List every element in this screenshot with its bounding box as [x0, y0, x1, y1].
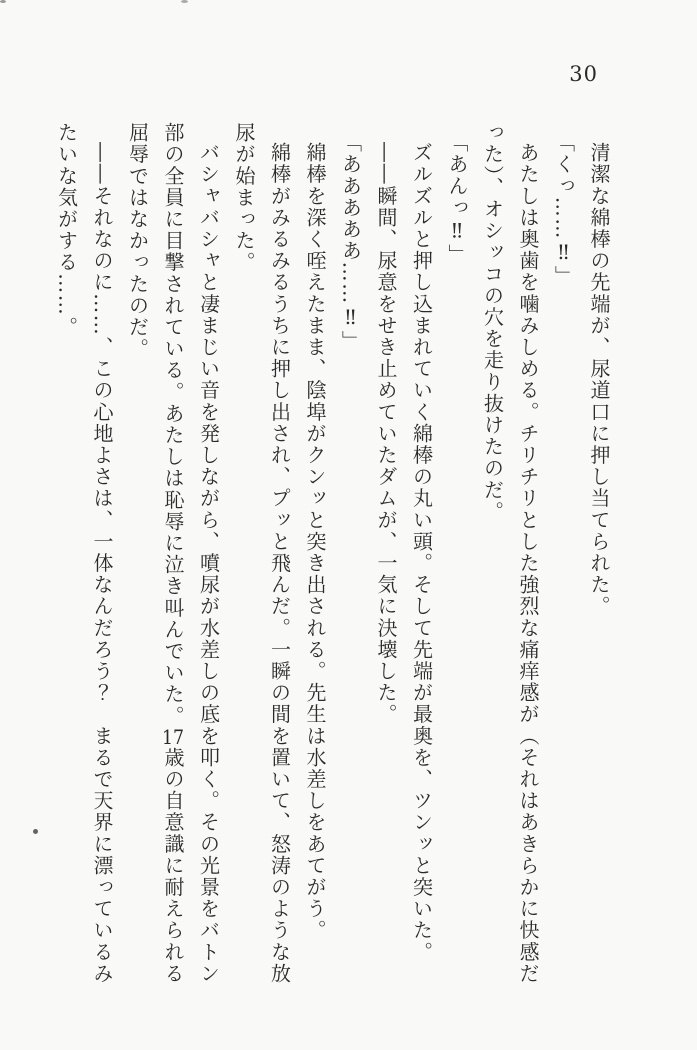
paragraph-3 — [474, 122, 545, 988]
text-run: 綿棒がみるみるうちに押し出され、プッと飛んだ。一瞬の間を置いて、怒涛のような放尿が始まった。 — [232, 122, 292, 985]
print-speck — [0, 0, 6, 3]
paragraph-5 — [403, 122, 439, 988]
text-run: 綿棒を深く咥えたまま、陰埠がクンッと突き出される。先生は水差しをあてがう。 — [303, 142, 327, 942]
paragraph-11 — [48, 122, 119, 988]
text-run: 「あんっ‼」 — [445, 132, 469, 266]
paragraph-8 — [297, 122, 333, 988]
text-run: 「くっ……‼」 — [551, 132, 576, 288]
text-run: 清潔な綿棒の先端が、尿道口に押し当てられた。 — [587, 142, 611, 618]
text-run: 歳の自意識に耐えられる屈辱ではなかったのだ。 — [125, 122, 185, 985]
text-run: 「あああああ……‼」 — [338, 132, 363, 352]
text-run: バシャバシャと凄まじい音を発しながら、噴尿が水差しの底を叩く。その光景をバトン部の全員に目撃されている。あたしは恥辱に泣き叫んでいた。 — [161, 122, 221, 985]
paragraph-2 — [545, 122, 581, 988]
paragraph-10 — [119, 122, 226, 988]
paragraph-1 — [581, 122, 617, 988]
text-run: ――瞬間、尿意をせき止めていたダムが、一気に決壊した。 — [374, 142, 398, 726]
text-run: ズルズルと押し込まれていく綿棒の丸い頭。そして先端が最奥を、ツンッと突いた。 — [409, 142, 434, 963]
text-run: あたしは奥歯を噛みしめる。チリチリとした強烈な痛痒感が（それはあきらかに快感だった）、オシッコの穴を走り抜けたのだ。 — [480, 122, 540, 985]
paragraph-4 — [439, 122, 475, 988]
paragraph-6 — [368, 122, 404, 988]
tcy-number: 17 — [162, 726, 184, 747]
print-speck — [181, 0, 188, 3]
page-number: 30 — [569, 62, 598, 86]
paragraph-7 — [332, 122, 368, 988]
print-speck — [33, 829, 38, 834]
text-run: ――それなのに……、この心地よさは、一体なんだろう？ まるで天界に漂っているみたいな気がする……。 — [54, 122, 114, 985]
page-text — [48, 122, 616, 988]
paragraph-9 — [226, 122, 297, 988]
